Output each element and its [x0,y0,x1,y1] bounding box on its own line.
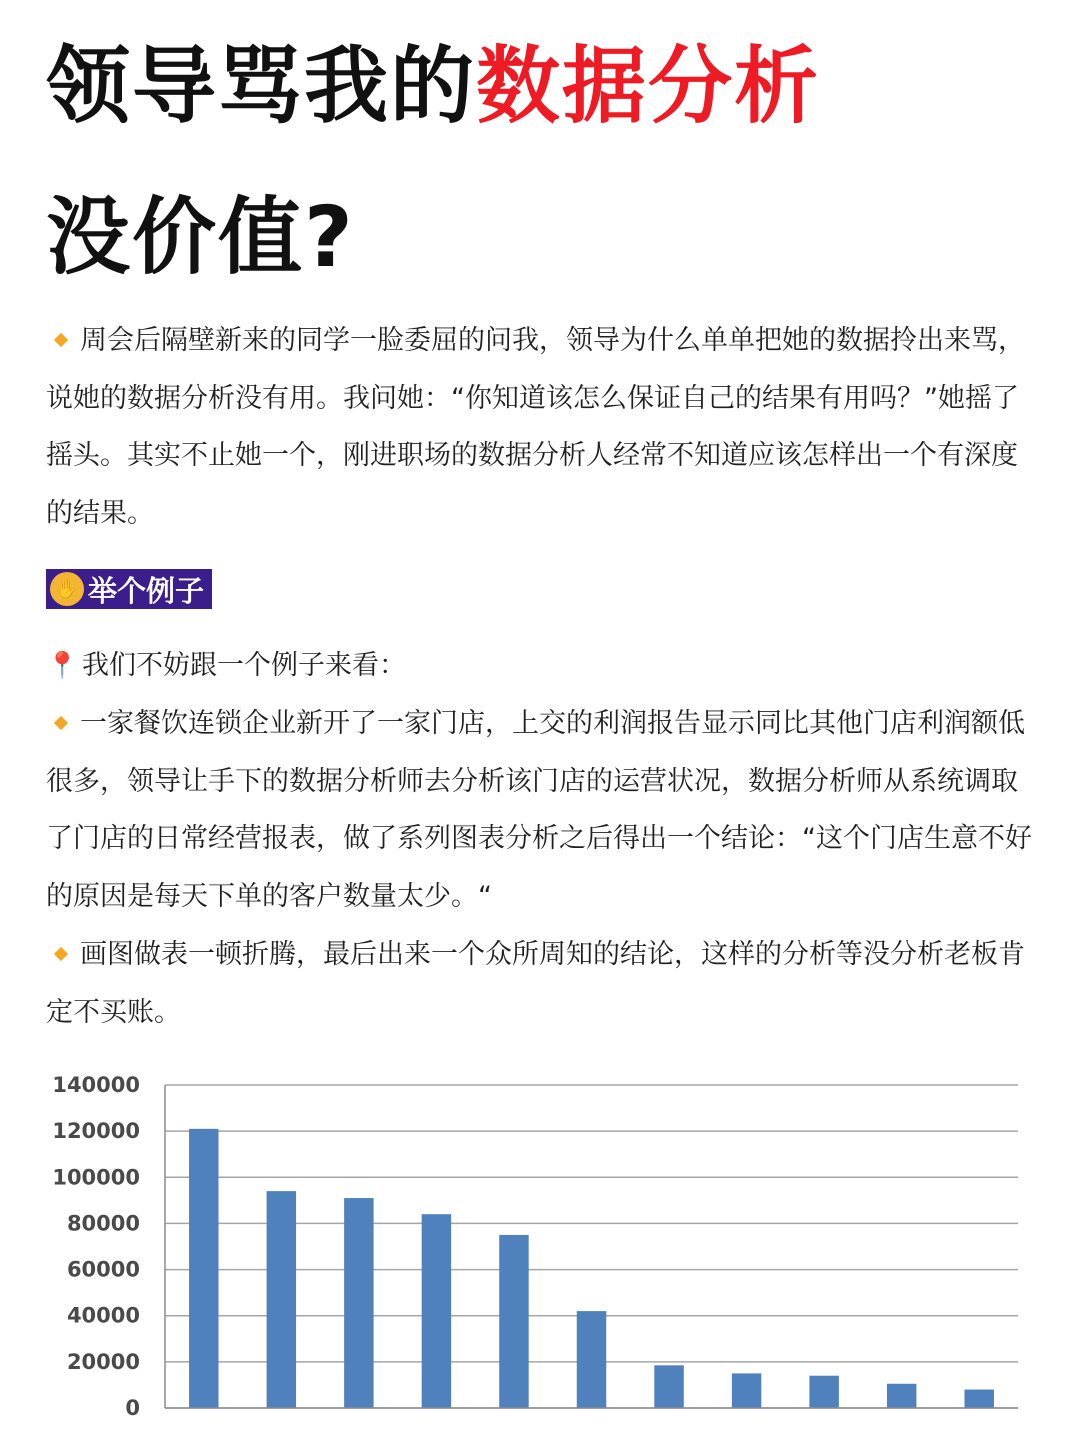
orange-diamond-icon [54,332,68,346]
bar [809,1376,838,1408]
bar [887,1384,916,1408]
y-tick-label: 100000 [52,1165,140,1190]
y-tick-label: 80000 [66,1211,140,1236]
y-tick-label: 60000 [66,1257,140,1282]
y-tick-label: 140000 [52,1073,140,1097]
orange-diamond-icon [54,715,68,729]
intro-text: 周会后隔壁新来的同学一脸委屈的问我，领导为什么单单把她的数据拎出来骂，说她的数据分析没有用。我问她：“你知道该怎么保证自己的结果有用吗？”她摇了摇头。其实不止她一个，刚进职场的数据分析人经常不知道应该怎样出一个有深度的结果。 [46,325,1025,529]
bar [267,1191,296,1408]
example-text: 一家餐饮连锁企业新开了一家门店，上交的利润报告显示同比其他门店利润额低很多，领导让手下的数据分析师去分析该门店的运营状况，数据分析师从系统调取了门店的日常经营报表，做了系列图表分析之后得出一个结论：“这个门店生意不好的原因是每天下单的客户数量太少。“ [46,708,1032,912]
page-title-line-1 [46,37,821,135]
example-tag [46,569,212,609]
bar [732,1373,761,1408]
example-intro-paragraph [46,637,1036,696]
y-tick-label: 40000 [66,1303,140,1328]
y-tick-label: 120000 [52,1119,140,1144]
page-title-line-2: 没价值? [46,188,355,286]
bar [344,1198,373,1408]
y-tick-label: 0 [125,1396,140,1420]
example-intro-text: 我们不妨跟一个例子来看： [82,650,406,681]
bar [654,1365,683,1408]
bar [577,1311,606,1408]
bar-chart [40,1060,1040,1440]
title-part-1: 领导骂我的 [46,37,477,135]
example-paragraph [46,695,1036,925]
orange-diamond-icon [54,946,68,960]
conclusion-text: 画图做表一顿折腾，最后出来一个众所周知的结论，这样的分析等没分析老板肯定不买账。 [46,939,1025,1028]
bar [422,1214,451,1408]
intro-paragraph [46,312,1036,542]
round-pushpin-icon: 📍 [46,651,79,681]
bar [499,1235,528,1408]
title-highlight: 数据分析 [476,37,821,135]
bar [189,1129,218,1408]
bar [964,1390,993,1408]
person-raising-hand-icon: ✋ [50,572,84,606]
y-tick-label: 20000 [66,1349,140,1374]
conclusion-paragraph [46,926,1036,1041]
example-tag-label: 举个例子 [88,573,205,608]
